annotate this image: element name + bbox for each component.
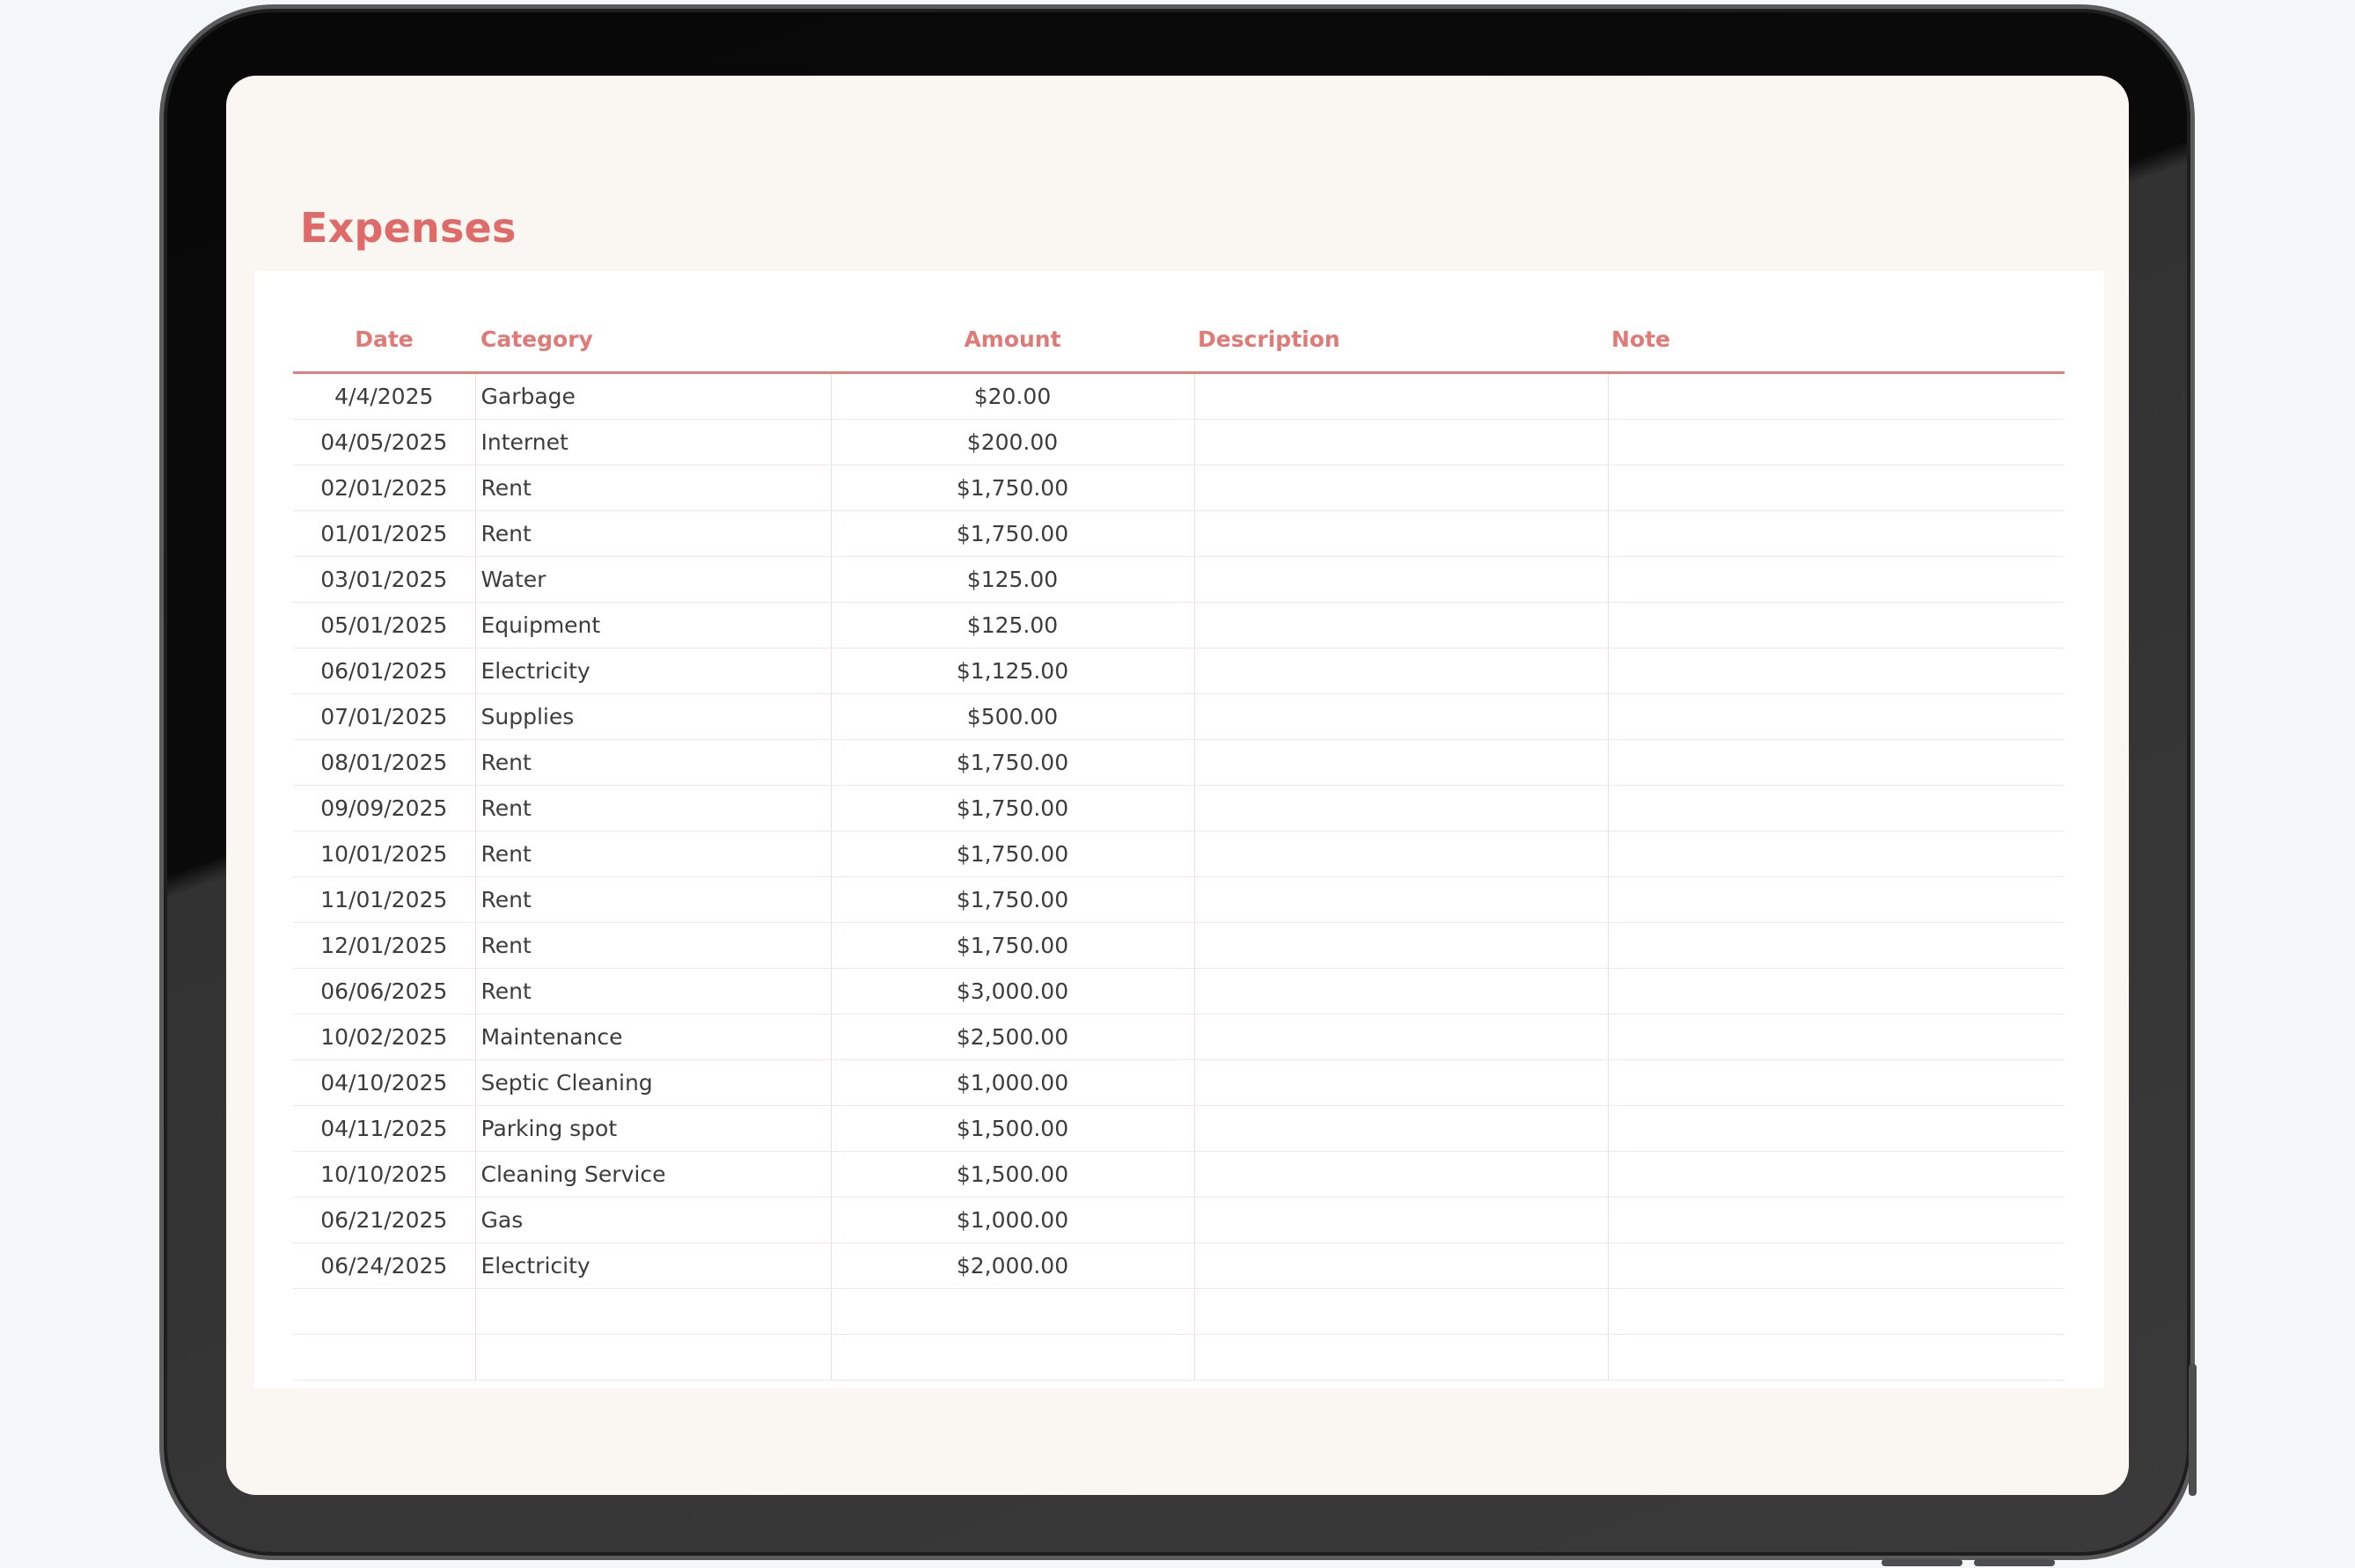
cell-date[interactable]: 09/09/2025 bbox=[293, 786, 475, 832]
cell-description[interactable] bbox=[1194, 373, 1608, 420]
cell-note[interactable] bbox=[1608, 648, 2065, 694]
cell-amount[interactable]: $3,000.00 bbox=[831, 969, 1194, 1015]
cell-note[interactable] bbox=[1608, 1243, 2065, 1289]
cell-note[interactable] bbox=[1608, 603, 2065, 648]
cell-description[interactable] bbox=[1194, 969, 1608, 1015]
cell-amount[interactable]: $125.00 bbox=[831, 603, 1194, 648]
table-row bbox=[293, 1106, 2065, 1152]
cell-note[interactable] bbox=[1608, 969, 2065, 1015]
cell-note[interactable] bbox=[1608, 465, 2065, 511]
table-row bbox=[293, 373, 2065, 420]
expenses-table bbox=[293, 306, 2065, 1381]
spreadsheet bbox=[254, 271, 2104, 1388]
cell-note[interactable] bbox=[1608, 1289, 2065, 1335]
cell-category[interactable]: Rent bbox=[475, 786, 831, 832]
table-row bbox=[293, 465, 2065, 511]
cell-description[interactable] bbox=[1194, 832, 1608, 877]
table-row bbox=[293, 557, 2065, 603]
cell-amount[interactable]: $1,750.00 bbox=[831, 465, 1194, 511]
cell-note[interactable] bbox=[1608, 373, 2065, 420]
cell-date[interactable]: 10/10/2025 bbox=[293, 1152, 475, 1198]
cell-description[interactable] bbox=[1194, 603, 1608, 648]
cell-amount[interactable]: $2,000.00 bbox=[831, 1243, 1194, 1289]
table-row bbox=[293, 1243, 2065, 1289]
table-row bbox=[293, 511, 2065, 557]
cell-date[interactable]: 4/4/2025 bbox=[293, 373, 475, 420]
cell-category[interactable]: Electricity bbox=[475, 648, 831, 694]
page-title: Expenses bbox=[300, 204, 517, 252]
cell-amount[interactable]: $1,500.00 bbox=[831, 1152, 1194, 1198]
cell-category[interactable]: Rent bbox=[475, 969, 831, 1015]
cell-date[interactable]: 06/24/2025 bbox=[293, 1243, 475, 1289]
cell-date[interactable]: 04/05/2025 bbox=[293, 420, 475, 465]
cell-category[interactable]: Rent bbox=[475, 923, 831, 969]
table-row bbox=[293, 1335, 2065, 1381]
cell-description[interactable] bbox=[1194, 1335, 1608, 1381]
cell-amount[interactable]: $1,750.00 bbox=[831, 511, 1194, 557]
cell-category[interactable]: Rent bbox=[475, 877, 831, 923]
table-row bbox=[293, 740, 2065, 786]
table-row bbox=[293, 923, 2065, 969]
header-row bbox=[293, 306, 2065, 373]
cell-date[interactable]: 03/01/2025 bbox=[293, 557, 475, 603]
cell-description[interactable] bbox=[1194, 1243, 1608, 1289]
cell-date[interactable]: 01/01/2025 bbox=[293, 511, 475, 557]
cell-category[interactable]: Rent bbox=[475, 511, 831, 557]
cell-category[interactable]: Equipment bbox=[475, 603, 831, 648]
cell-category[interactable]: Electricity bbox=[475, 1243, 831, 1289]
cell-category[interactable] bbox=[475, 1289, 831, 1335]
cell-date[interactable]: 06/01/2025 bbox=[293, 648, 475, 694]
cell-amount[interactable]: $1,750.00 bbox=[831, 877, 1194, 923]
cell-amount[interactable]: $200.00 bbox=[831, 420, 1194, 465]
cell-description[interactable] bbox=[1194, 1198, 1608, 1243]
cell-description[interactable] bbox=[1194, 1289, 1608, 1335]
cell-note[interactable] bbox=[1608, 1335, 2065, 1381]
cell-date[interactable]: 06/21/2025 bbox=[293, 1198, 475, 1243]
cell-note[interactable] bbox=[1608, 740, 2065, 786]
cell-amount[interactable]: $1,750.00 bbox=[831, 786, 1194, 832]
cell-amount[interactable] bbox=[831, 1289, 1194, 1335]
tablet-screen bbox=[226, 76, 2129, 1495]
cell-amount[interactable]: $1,000.00 bbox=[831, 1198, 1194, 1243]
table-row bbox=[293, 1289, 2065, 1335]
column-header-date[interactable]: Date bbox=[293, 306, 475, 373]
cell-amount[interactable]: $1,750.00 bbox=[831, 740, 1194, 786]
cell-date[interactable]: 10/01/2025 bbox=[293, 832, 475, 877]
cell-note[interactable] bbox=[1608, 786, 2065, 832]
cell-date[interactable]: 04/11/2025 bbox=[293, 1106, 475, 1152]
cell-description[interactable] bbox=[1194, 1152, 1608, 1198]
cell-category[interactable]: Water bbox=[475, 557, 831, 603]
cell-date[interactable]: 06/06/2025 bbox=[293, 969, 475, 1015]
table-row bbox=[293, 969, 2065, 1015]
column-header-amount[interactable]: Amount bbox=[831, 306, 1194, 373]
cell-date[interactable]: 07/01/2025 bbox=[293, 694, 475, 740]
cell-description[interactable] bbox=[1194, 1015, 1608, 1060]
table-row bbox=[293, 648, 2065, 694]
cell-amount[interactable]: $1,750.00 bbox=[831, 832, 1194, 877]
cell-description[interactable] bbox=[1194, 1106, 1608, 1152]
column-header-description[interactable]: Description bbox=[1194, 306, 1608, 373]
table-row bbox=[293, 603, 2065, 648]
cell-description[interactable] bbox=[1194, 877, 1608, 923]
tablet-bottom-button bbox=[1882, 1559, 1962, 1566]
cell-note[interactable] bbox=[1608, 1198, 2065, 1243]
cell-date[interactable]: 02/01/2025 bbox=[293, 465, 475, 511]
cell-note[interactable] bbox=[1608, 877, 2065, 923]
cell-amount[interactable] bbox=[831, 1335, 1194, 1381]
cell-amount[interactable]: $20.00 bbox=[831, 373, 1194, 420]
table-row bbox=[293, 1060, 2065, 1106]
cell-date[interactable]: 10/02/2025 bbox=[293, 1015, 475, 1060]
cell-date[interactable]: 04/10/2025 bbox=[293, 1060, 475, 1106]
column-header-note[interactable]: Note bbox=[1608, 306, 2065, 373]
table-body bbox=[293, 373, 2065, 1381]
cell-amount[interactable]: $1,125.00 bbox=[831, 648, 1194, 694]
cell-note[interactable] bbox=[1608, 923, 2065, 969]
table-row bbox=[293, 694, 2065, 740]
cell-category[interactable]: Supplies bbox=[475, 694, 831, 740]
table-row bbox=[293, 1152, 2065, 1198]
cell-description[interactable] bbox=[1194, 648, 1608, 694]
cell-note[interactable] bbox=[1608, 1152, 2065, 1198]
cell-description[interactable] bbox=[1194, 694, 1608, 740]
cell-category[interactable]: Rent bbox=[475, 465, 831, 511]
cell-amount[interactable]: $1,000.00 bbox=[831, 1060, 1194, 1106]
cell-note[interactable] bbox=[1608, 557, 2065, 603]
table-row bbox=[293, 832, 2065, 877]
cell-amount[interactable]: $1,750.00 bbox=[831, 923, 1194, 969]
cell-category[interactable]: Rent bbox=[475, 832, 831, 877]
cell-date[interactable] bbox=[293, 1289, 475, 1335]
cell-date[interactable]: 11/01/2025 bbox=[293, 877, 475, 923]
cell-date[interactable]: 08/01/2025 bbox=[293, 740, 475, 786]
column-header-category[interactable]: Category bbox=[475, 306, 831, 373]
cell-category[interactable]: Cleaning Service bbox=[475, 1152, 831, 1198]
cell-category[interactable]: Maintenance bbox=[475, 1015, 831, 1060]
cell-category[interactable]: Garbage bbox=[475, 373, 831, 420]
cell-note[interactable] bbox=[1608, 832, 2065, 877]
cell-date[interactable]: 05/01/2025 bbox=[293, 603, 475, 648]
cell-amount[interactable]: $2,500.00 bbox=[831, 1015, 1194, 1060]
cell-note[interactable] bbox=[1608, 511, 2065, 557]
table-row bbox=[293, 420, 2065, 465]
cell-description[interactable] bbox=[1194, 740, 1608, 786]
cell-note[interactable] bbox=[1608, 1015, 2065, 1060]
cell-date[interactable]: 12/01/2025 bbox=[293, 923, 475, 969]
table-row bbox=[293, 1198, 2065, 1243]
cell-description[interactable] bbox=[1194, 511, 1608, 557]
table-row bbox=[293, 1015, 2065, 1060]
cell-note[interactable] bbox=[1608, 694, 2065, 740]
cell-note[interactable] bbox=[1608, 420, 2065, 465]
cell-amount[interactable]: $500.00 bbox=[831, 694, 1194, 740]
table-row bbox=[293, 877, 2065, 923]
tablet-bottom-button bbox=[1974, 1559, 2055, 1566]
cell-category[interactable] bbox=[475, 1335, 831, 1381]
cell-amount[interactable]: $125.00 bbox=[831, 557, 1194, 603]
cell-description[interactable] bbox=[1194, 786, 1608, 832]
cell-note[interactable] bbox=[1608, 1106, 2065, 1152]
cell-amount[interactable]: $1,500.00 bbox=[831, 1106, 1194, 1152]
cell-note[interactable] bbox=[1608, 1060, 2065, 1106]
cell-description[interactable] bbox=[1194, 1060, 1608, 1106]
tablet-side-button bbox=[2189, 1364, 2197, 1496]
cell-description[interactable] bbox=[1194, 465, 1608, 511]
cell-category[interactable]: Parking spot bbox=[475, 1106, 831, 1152]
cell-category[interactable]: Rent bbox=[475, 740, 831, 786]
cell-date[interactable] bbox=[293, 1335, 475, 1381]
cell-description[interactable] bbox=[1194, 420, 1608, 465]
cell-category[interactable]: Gas bbox=[475, 1198, 831, 1243]
cell-category[interactable]: Septic Cleaning bbox=[475, 1060, 831, 1106]
cell-description[interactable] bbox=[1194, 923, 1608, 969]
cell-description[interactable] bbox=[1194, 557, 1608, 603]
table-row bbox=[293, 786, 2065, 832]
cell-category[interactable]: Internet bbox=[475, 420, 831, 465]
